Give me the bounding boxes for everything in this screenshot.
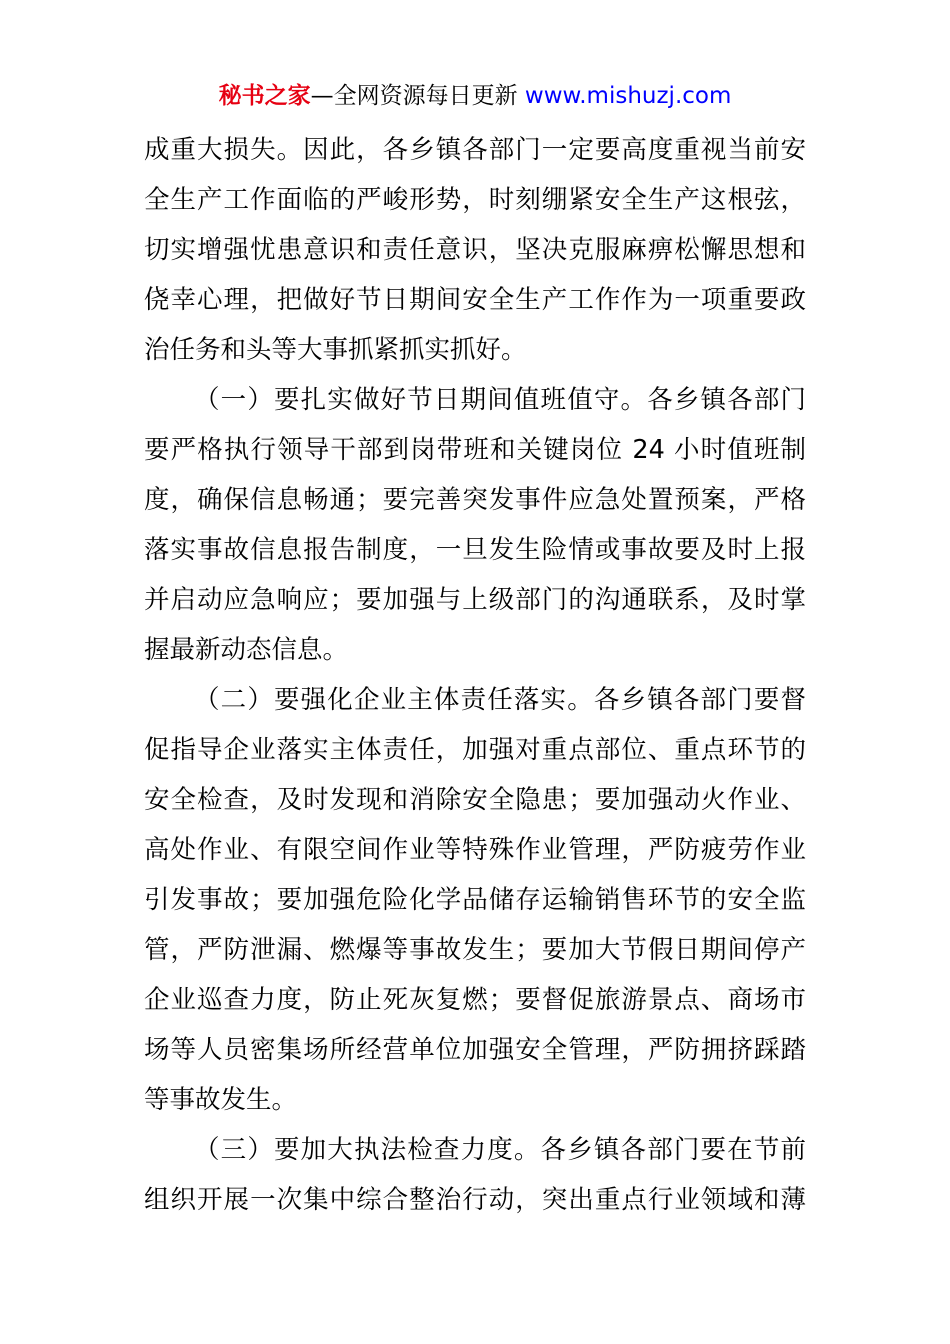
site-url[interactable]: www.mishuzj.com: [524, 83, 732, 109]
body-line: 安全检查，及时发现和消除安全隐患；要加强动火作业、: [144, 785, 806, 815]
body-line: 度，确保信息畅通；要完善突发事件应急处置预案，严格: [144, 485, 806, 515]
body-line: 切实增强忧患意识和责任意识，坚决克服麻痹松懈思想和: [144, 235, 806, 265]
header-tagline: —全网资源每日更新: [310, 83, 525, 109]
body-line: 企业巡查力度，防止死灰复燃；要督促旅游景点、商场市: [144, 985, 806, 1015]
brand-name: 秘书之家: [218, 83, 311, 109]
body-line: 组织开展一次集中综合整治行动，突出重点行业领域和薄: [144, 1185, 806, 1215]
body-line: 全生产工作面临的严峻形势，时刻绷紧安全生产这根弦，: [144, 185, 806, 215]
body-line: 治任务和头等大事抓紧抓实抓好。: [144, 335, 527, 365]
site-header: [0, 80, 950, 112]
body-line: 落实事故信息报告制度，一旦发生险情或事故要及时上报: [144, 535, 806, 565]
section-heading-line: （三）要加大执法检查力度。各乡镇各部门要在节前: [194, 1135, 806, 1165]
body-line: 侥幸心理，把做好节日期间安全生产工作作为一项重要政: [144, 285, 806, 315]
body-line: 场等人员密集场所经营单位加强安全管理，严防拥挤踩踏: [144, 1035, 806, 1065]
body-line: 握最新动态信息。: [144, 635, 349, 665]
section-heading-line: （一）要扎实做好节日期间值班值守。各乡镇各部门: [194, 385, 806, 415]
body-line: 高处作业、有限空间作业等特殊作业管理，严防疲劳作业: [144, 835, 806, 865]
body-line: 等事故发生。: [144, 1085, 298, 1115]
body-line: 并启动应急响应；要加强与上级部门的沟通联系，及时掌: [144, 585, 806, 615]
body-line: 要严格执行领导干部到岗带班和关键岗位 24 小时值班制: [144, 435, 806, 465]
body-line: 促指导企业落实主体责任，加强对重点部位、重点环节的: [144, 735, 806, 765]
body-line: 管，严防泄漏、燃爆等事故发生；要加大节假日期间停产: [144, 935, 806, 965]
body-line: 引发事故；要加强危险化学品储存运输销售环节的安全监: [144, 885, 806, 915]
section-heading-line: （二）要强化企业主体责任落实。各乡镇各部门要督: [194, 685, 806, 715]
document-body: [144, 125, 806, 1225]
body-line: 成重大损失。因此，各乡镇各部门一定要高度重视当前安: [144, 135, 806, 165]
